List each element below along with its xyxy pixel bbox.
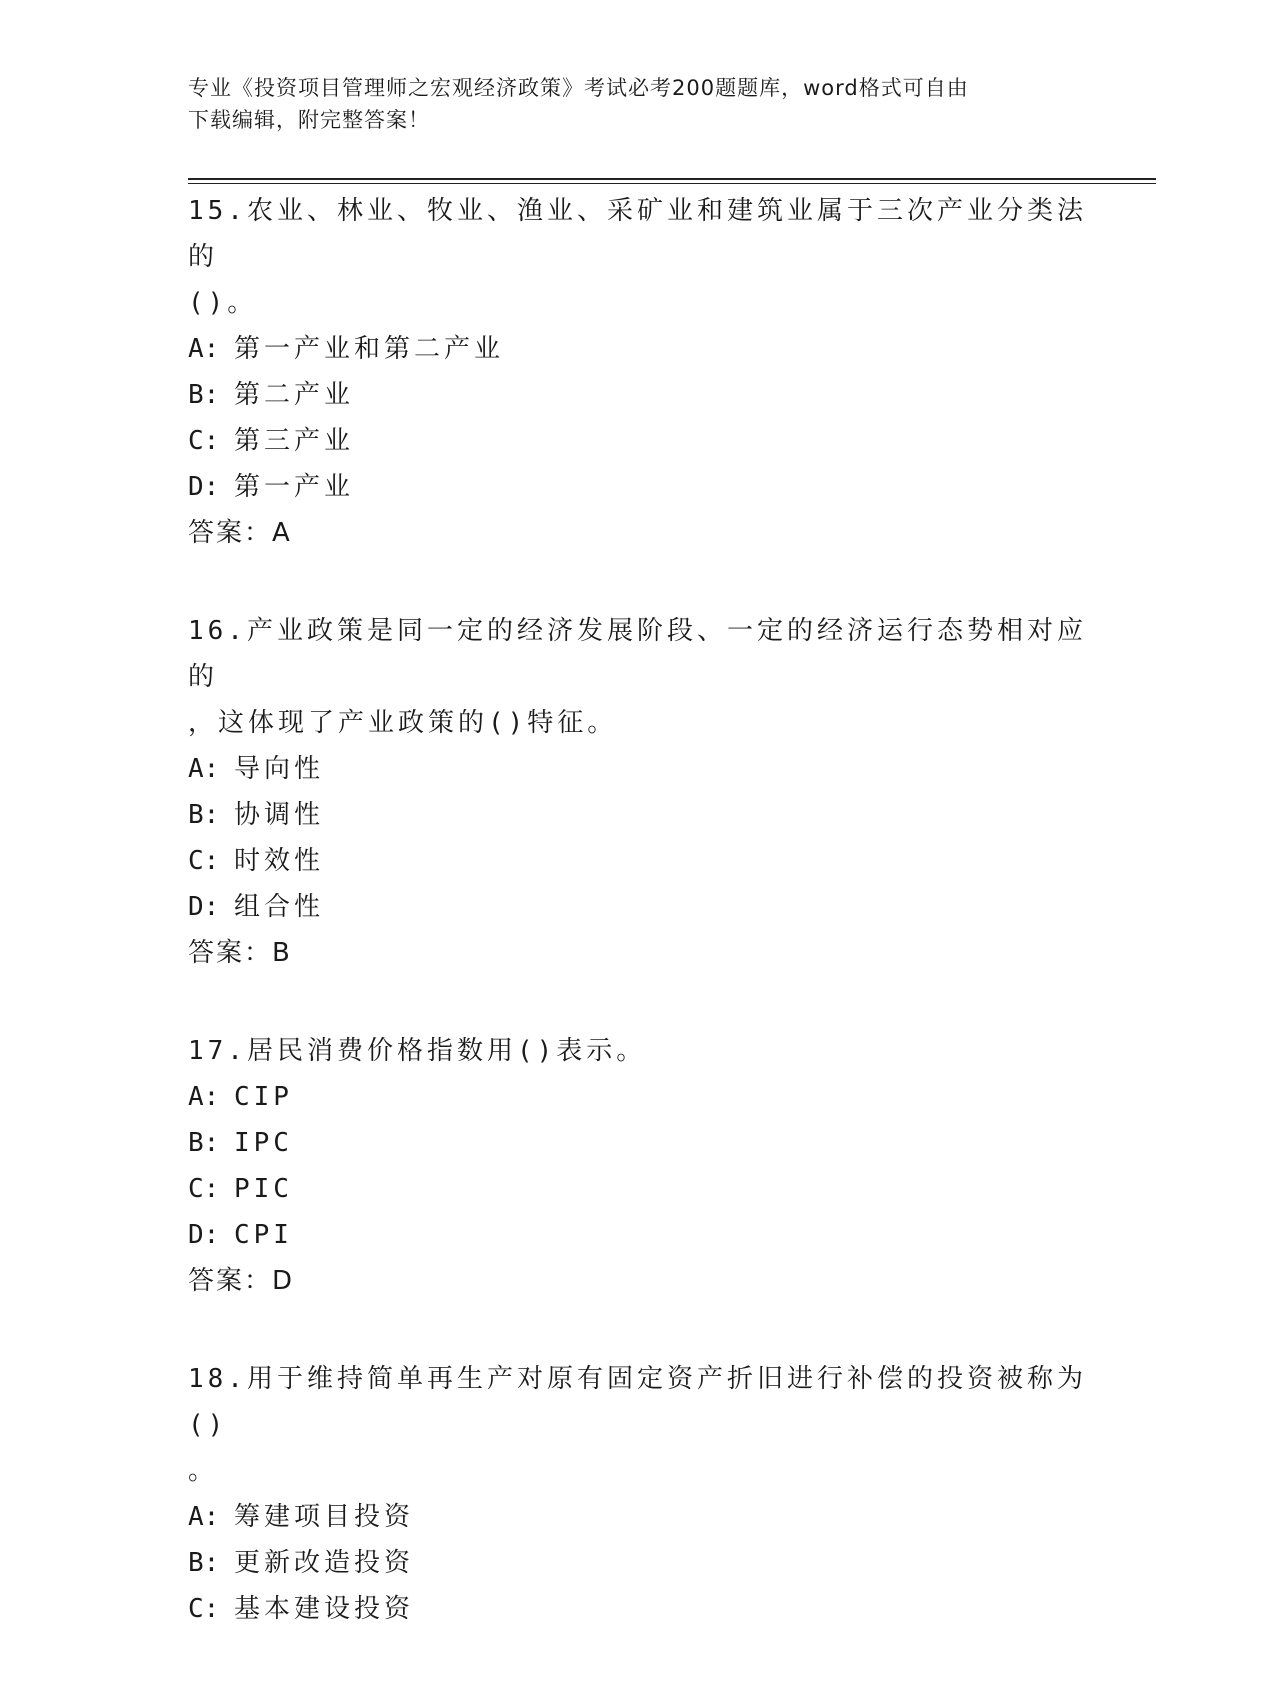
option-letter: D: bbox=[188, 892, 220, 922]
option-letter: A: bbox=[188, 1082, 220, 1112]
option-d bbox=[188, 884, 1088, 930]
answer: 答案：A bbox=[188, 518, 292, 548]
option-letter: B: bbox=[188, 380, 220, 410]
option-text: 第一产业和第二产业 bbox=[234, 334, 505, 364]
question-17 bbox=[188, 1028, 1088, 1304]
question-text-cont: 。 bbox=[188, 1456, 219, 1486]
header-line-1: 专业《投资项目管理师之宏观经济政策》考试必考200题题库，word格式可自由 bbox=[188, 76, 969, 100]
option-text: 组合性 bbox=[234, 892, 325, 922]
header-line-2: 下载编辑，附完整答案！ bbox=[188, 108, 430, 132]
option-c bbox=[188, 1166, 1088, 1212]
option-text: 第二产业 bbox=[234, 380, 355, 410]
option-text: 协调性 bbox=[234, 800, 325, 830]
question-text: 15.农业、林业、牧业、渔业、采矿业和建筑业属于三次产业分类法的 bbox=[188, 196, 1087, 272]
option-letter: D: bbox=[188, 472, 220, 502]
option-letter: C: bbox=[188, 426, 220, 456]
option-text: CPI bbox=[234, 1220, 293, 1250]
option-text: 筹建项目投资 bbox=[234, 1502, 415, 1532]
option-letter: B: bbox=[188, 1548, 220, 1578]
question-16 bbox=[188, 608, 1088, 976]
option-a bbox=[188, 1494, 1088, 1540]
option-letter: D: bbox=[188, 1220, 220, 1250]
answer: 答案：D bbox=[188, 1266, 295, 1296]
option-b bbox=[188, 1120, 1088, 1166]
option-text: CIP bbox=[234, 1082, 293, 1112]
option-letter: B: bbox=[188, 1128, 220, 1158]
option-text: 第一产业 bbox=[234, 472, 355, 502]
option-a bbox=[188, 746, 1088, 792]
question-18 bbox=[188, 1356, 1088, 1632]
option-c bbox=[188, 418, 1088, 464]
option-letter: B: bbox=[188, 800, 220, 830]
option-c bbox=[188, 1586, 1088, 1632]
option-d bbox=[188, 1212, 1088, 1258]
option-text: 基本建设投资 bbox=[234, 1594, 415, 1624]
option-text: 时效性 bbox=[234, 846, 325, 876]
option-text: IPC bbox=[234, 1128, 293, 1158]
option-b bbox=[188, 1540, 1088, 1586]
option-c bbox=[188, 838, 1088, 884]
option-text: 导向性 bbox=[234, 754, 325, 784]
answer: 答案：B bbox=[188, 938, 292, 968]
option-text: 更新改造投资 bbox=[234, 1548, 415, 1578]
question-text-cont: ，这体现了产业政策的()特征。 bbox=[188, 708, 618, 738]
question-text: 17.居民消费价格指数用()表示。 bbox=[188, 1036, 647, 1066]
question-15 bbox=[188, 188, 1088, 556]
option-letter: A: bbox=[188, 334, 220, 364]
header-divider bbox=[188, 178, 1156, 184]
option-letter: C: bbox=[188, 846, 220, 876]
option-text: PIC bbox=[234, 1174, 293, 1204]
document-header bbox=[188, 72, 1088, 136]
question-text: 18.用于维持简单再生产对原有固定资产折旧进行补偿的投资被称为() bbox=[188, 1364, 1087, 1440]
option-d bbox=[188, 464, 1088, 510]
option-b bbox=[188, 372, 1088, 418]
question-list bbox=[188, 188, 1088, 1684]
option-b bbox=[188, 792, 1088, 838]
option-letter: A: bbox=[188, 1502, 220, 1532]
option-letter: C: bbox=[188, 1594, 220, 1624]
option-letter: C: bbox=[188, 1174, 220, 1204]
question-text-cont: ()。 bbox=[188, 288, 258, 318]
option-a bbox=[188, 1074, 1088, 1120]
option-text: 第三产业 bbox=[234, 426, 355, 456]
option-letter: A: bbox=[188, 754, 220, 784]
question-text: 16.产业政策是同一定的经济发展阶段、一定的经济运行态势相对应的 bbox=[188, 616, 1087, 692]
option-a bbox=[188, 326, 1088, 372]
